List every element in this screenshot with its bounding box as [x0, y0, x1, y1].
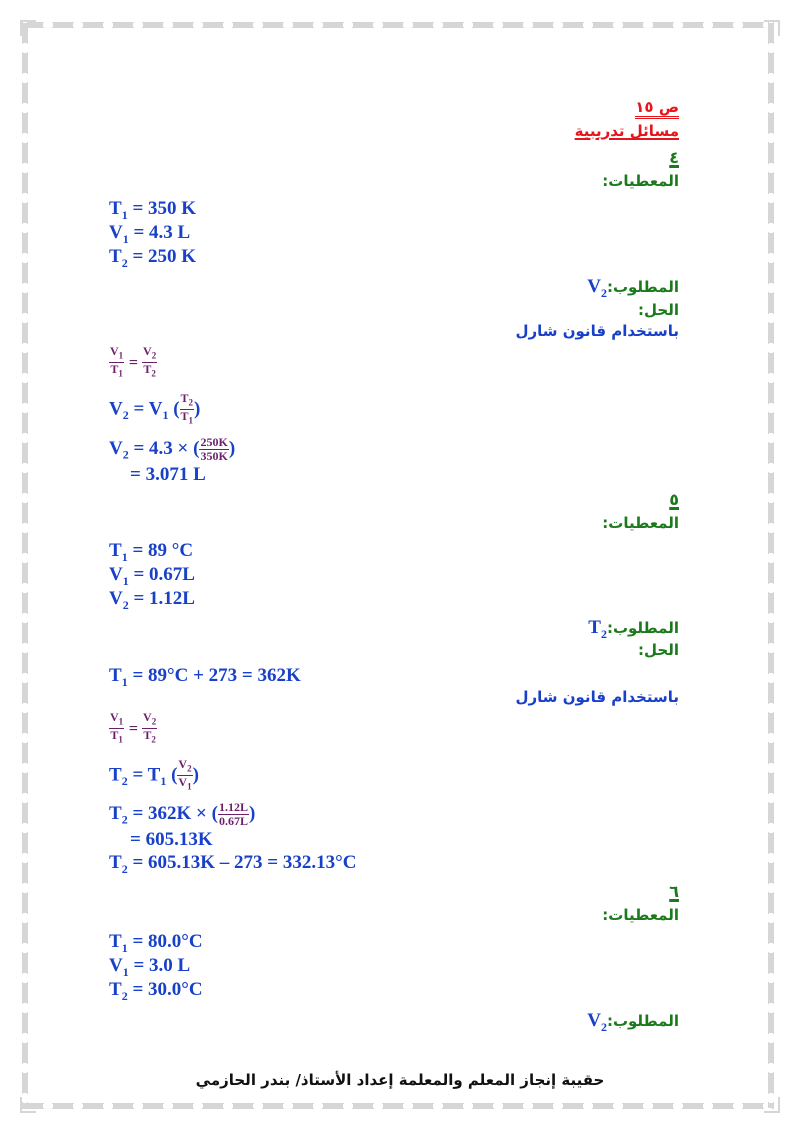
q4-givens-label: المعطيات: — [602, 172, 679, 190]
q5-result-celsius: $T_2 = 605.13K - 273 = 332.13^\circ C$ — [109, 852, 357, 876]
page-border-right — [768, 22, 774, 1108]
q5-given-v1: $V_1 = 0.67L$ — [109, 564, 195, 588]
q5-result-kelvin: = 605.13K — [130, 829, 213, 850]
page-number-heading: ص ١٥ — [635, 98, 679, 116]
section-subtitle: مسائل تدريبية — [574, 122, 679, 140]
q4-result: = 3.071 L — [130, 464, 206, 485]
q5-substitution: $T_2 = 362K$ × ( $\frac{1.12L}{0.67L}$ ) — [109, 800, 256, 828]
q6-given-t2: $T_2 = 30.0^\circ C$ — [109, 979, 203, 1003]
q6-required: $المطلوب:V_2$ — [587, 1010, 679, 1034]
q4-given-v1: $V_1 = 4.3$ L — [109, 222, 191, 246]
q5-required: $المطلوب:T_2$ — [588, 617, 679, 641]
border-corner — [764, 20, 780, 36]
q5-given-v2: $V_2 = 1.12L$ — [109, 588, 195, 612]
q5-charles-law-equation: $\frac{V_1}{T_1}$ = $\frac{V_2}{T_2}$ — [110, 710, 157, 745]
q4-substitution: $V_2 = 4.3$ × ( $\frac{250K}{350K}$ ) — [109, 435, 236, 463]
page-footer: حقيبة إنجاز المعلم والمعلمة إعداد الأستاذ/ بندر الحازمي — [195, 1071, 605, 1089]
border-corner — [764, 1097, 780, 1113]
q5-rearranged-equation: $T_2 = T_1$ ( $\frac{V_2}{V_1}$ ) — [109, 757, 199, 792]
page-border-top — [22, 22, 774, 28]
q4-charles-law-equation: $\frac{V_1}{T_1}$ = $\frac{V_2}{T_2}$ — [110, 344, 157, 379]
q5-law-text: باستخدام قانون شارل — [515, 688, 679, 706]
question-number-5: ٥ — [669, 490, 679, 509]
q4-law-text: باستخدام قانون شارل — [515, 322, 679, 340]
q4-required: $المطلوب:V_2$ — [587, 276, 679, 300]
question-number-4: ٤ — [669, 148, 679, 167]
page-border-bottom — [22, 1103, 774, 1109]
q4-given-t2: $T_2 = 250$ K — [109, 246, 197, 270]
q5-givens-label: المعطيات: — [602, 514, 679, 532]
border-corner — [20, 20, 36, 36]
q5-temperature-conversion: $T_1 = 89^\circ C + 273 = 362K$ — [109, 665, 301, 689]
q5-solution-label: الحل: — [638, 641, 679, 659]
q4-rearranged-equation: $V_2 = V_1$ ( $\frac{T_2}{T_1}$ ) — [109, 391, 201, 426]
border-corner — [20, 1097, 36, 1113]
q6-givens-label: المعطيات: — [602, 906, 679, 924]
page-border-left — [22, 22, 28, 1108]
q4-solution-label: الحل: — [638, 301, 679, 319]
q6-given-v1: $V_1 = 3.0$ L — [109, 955, 191, 979]
q5-given-t1: $T_1 = 89$ °C — [109, 540, 194, 564]
q4-given-t1: $T_1 = 350$ K — [109, 198, 197, 222]
q6-given-t1: $T_1 = 80.0^\circ C$ — [109, 931, 203, 955]
question-number-6: ٦ — [669, 882, 679, 901]
